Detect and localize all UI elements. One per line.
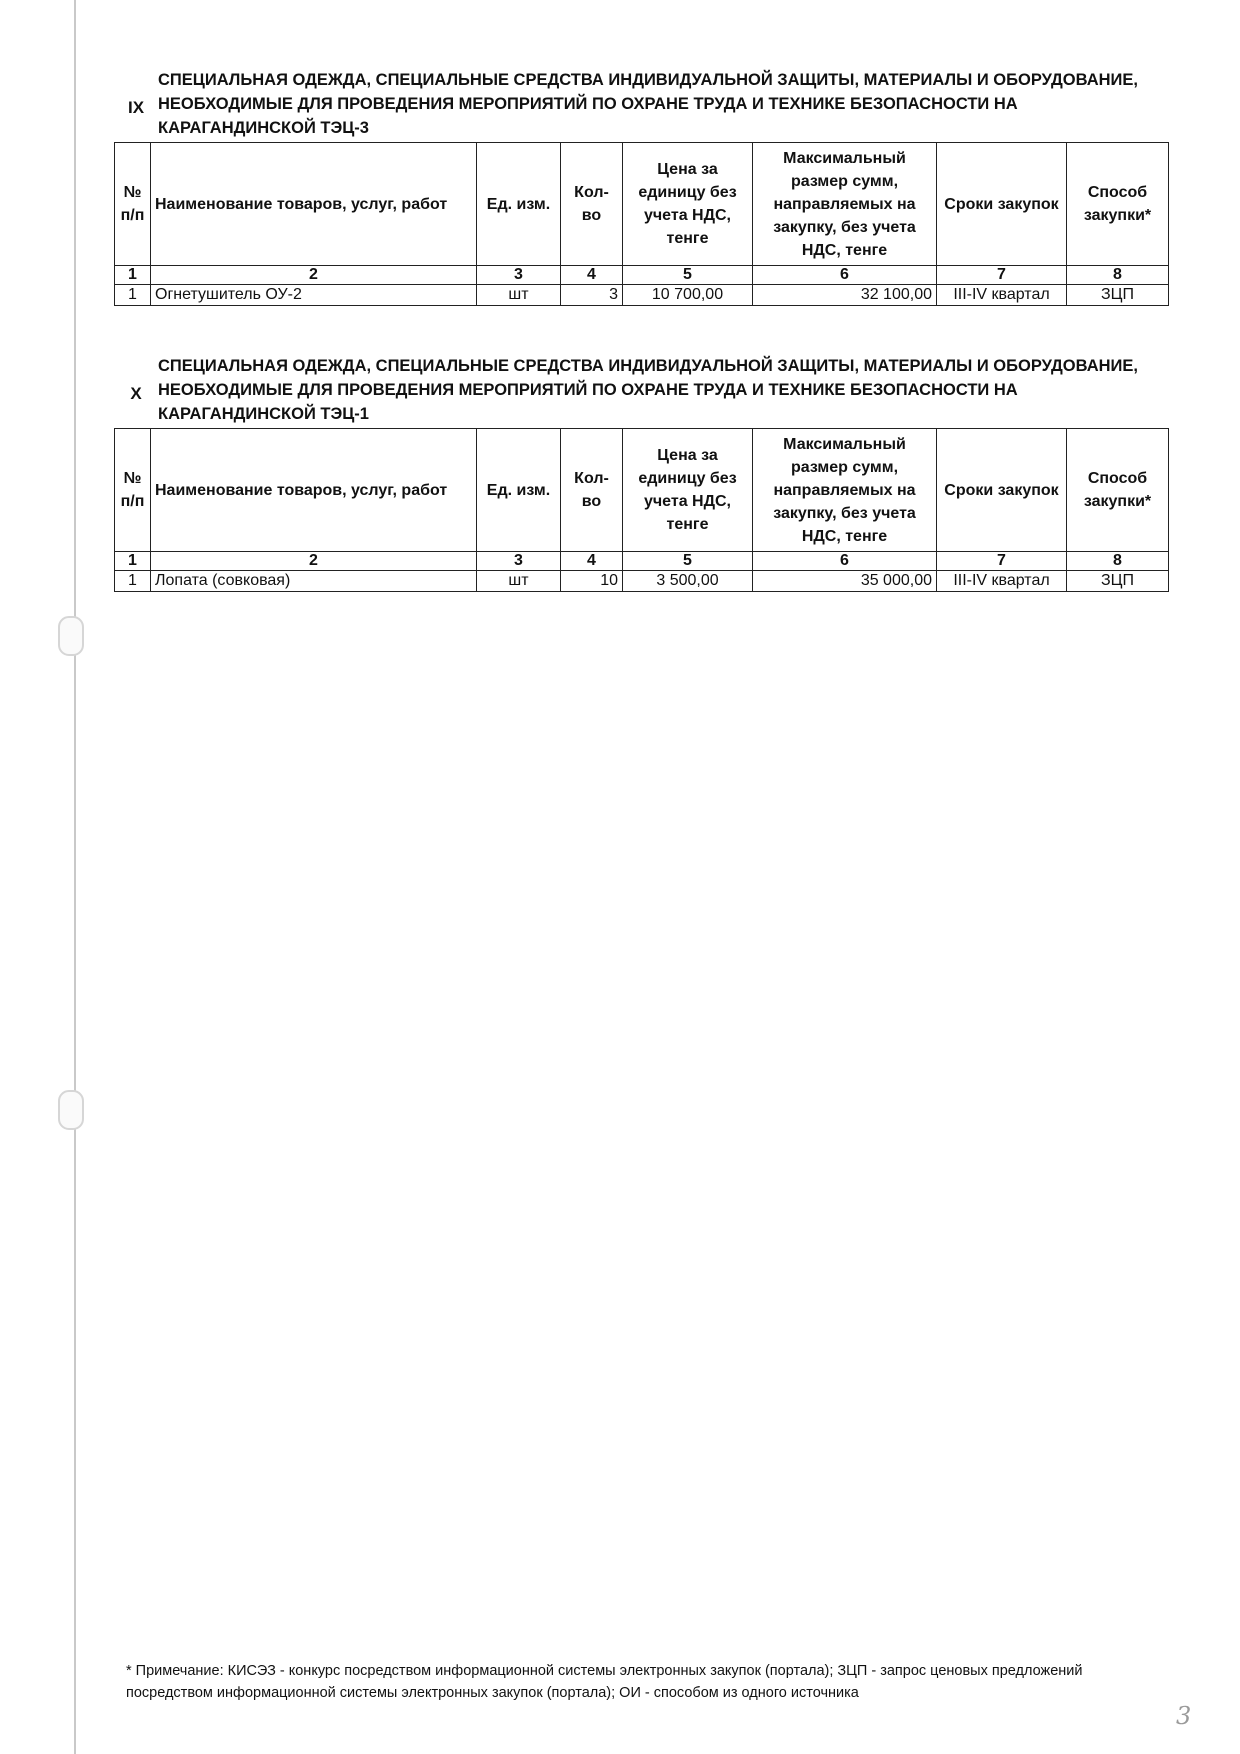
- header-row: [115, 429, 1169, 552]
- row-name: Лопата (совковая): [151, 571, 477, 592]
- header-num: № п/п: [115, 143, 151, 266]
- row-method: ЗЦП: [1067, 285, 1169, 306]
- row-qty: 3: [561, 285, 623, 306]
- header-qty: Кол-во: [561, 143, 623, 266]
- column-number: 2: [151, 266, 477, 285]
- column-number-row: [115, 552, 1169, 571]
- header-method: Способ закупки*: [1067, 143, 1169, 266]
- footnote: * Примечание: КИСЭЗ - конкурс посредством информационной системы электронных закупок (портала); ЗЦП - запрос ценовых предложений посредством информационной системы электронных закупок (портала); ОИ - способом из одного источника: [126, 1663, 1083, 1701]
- column-number: 1: [115, 266, 151, 285]
- column-number: 6: [753, 266, 937, 285]
- punch-hole: [58, 1090, 84, 1130]
- section-header: [114, 68, 1168, 140]
- header-unit: Ед. изм.: [477, 429, 561, 552]
- header-qty: Кол-во: [561, 429, 623, 552]
- section-header: [114, 354, 1168, 426]
- row-period: III-IV квартал: [937, 571, 1067, 592]
- row-num: 1: [115, 571, 151, 592]
- header-period: Сроки закупок: [937, 429, 1067, 552]
- purchase-table: [114, 142, 1169, 306]
- row-method: ЗЦП: [1067, 571, 1169, 592]
- column-number: 7: [937, 552, 1067, 571]
- column-number: 3: [477, 552, 561, 571]
- header-price: Цена за единицу без учета НДС, тенге: [623, 143, 753, 266]
- column-number: 5: [623, 552, 753, 571]
- column-number: 1: [115, 552, 151, 571]
- section-title: СПЕЦИАЛЬНАЯ ОДЕЖДА, СПЕЦИАЛЬНЫЕ СРЕДСТВА ИНДИВИДУАЛЬНОЙ ЗАЩИТЫ, МАТЕРИАЛЫ И ОБОРУДОВАНИЕ, НЕОБХОДИМЫЕ ДЛЯ ПРОВЕДЕНИЯ МЕРОПРИЯТИЙ ПО ОХРАНЕ ТРУДА И ТЕХНИКЕ БЕЗОПАСНОСТИ НА КАРАГАНДИНСКОЙ ТЭЦ-3: [158, 71, 1139, 137]
- header-total: Максимальный размер сумм, направляемых на закупку, без учета НДС, тенге: [753, 143, 937, 266]
- section-title: СПЕЦИАЛЬНАЯ ОДЕЖДА, СПЕЦИАЛЬНЫЕ СРЕДСТВА ИНДИВИДУАЛЬНОЙ ЗАЩИТЫ, МАТЕРИАЛЫ И ОБОРУДОВАНИЕ, НЕОБХОДИМЫЕ ДЛЯ ПРОВЕДЕНИЯ МЕРОПРИЯТИЙ ПО ОХРАНЕ ТРУДА И ТЕХНИКЕ БЕЗОПАСНОСТИ НА КАРАГАНДИНСКОЙ ТЭЦ-1: [158, 357, 1139, 423]
- header-name: Наименование товаров, услуг, работ: [151, 429, 477, 552]
- column-number: 8: [1067, 266, 1169, 285]
- row-unit: шт: [477, 571, 561, 592]
- row-name: Огнетушитель ОУ-2: [151, 285, 477, 306]
- header-price: Цена за единицу без учета НДС, тенге: [623, 429, 753, 552]
- section-x: [114, 354, 1168, 592]
- row-num: 1: [115, 285, 151, 306]
- header-unit: Ед. изм.: [477, 143, 561, 266]
- column-number-row: [115, 266, 1169, 285]
- header-name: Наименование товаров, услуг, работ: [151, 143, 477, 266]
- column-number: 2: [151, 552, 477, 571]
- row-qty: 10: [561, 571, 623, 592]
- page-binding-edge: [74, 0, 76, 1754]
- row-price: 3 500,00: [623, 571, 753, 592]
- header-num: № п/п: [115, 429, 151, 552]
- column-number: 7: [937, 266, 1067, 285]
- column-number: 4: [561, 266, 623, 285]
- section-ix: [114, 68, 1168, 306]
- page-number: 3: [1176, 1702, 1192, 1730]
- section-number: X: [130, 384, 142, 403]
- table-row: [115, 285, 1169, 306]
- row-unit: шт: [477, 285, 561, 306]
- row-price: 10 700,00: [623, 285, 753, 306]
- table-row: [115, 571, 1169, 592]
- column-number: 8: [1067, 552, 1169, 571]
- purchase-table: [114, 428, 1169, 592]
- header-total: Максимальный размер сумм, направляемых на закупку, без учета НДС, тенге: [753, 429, 937, 552]
- header-row: [115, 143, 1169, 266]
- row-period: III-IV квартал: [937, 285, 1067, 306]
- column-number: 6: [753, 552, 937, 571]
- column-number: 3: [477, 266, 561, 285]
- punch-hole: [58, 616, 84, 656]
- column-number: 4: [561, 552, 623, 571]
- header-method: Способ закупки*: [1067, 429, 1169, 552]
- row-total: 32 100,00: [753, 285, 937, 306]
- header-period: Сроки закупок: [937, 143, 1067, 266]
- row-total: 35 000,00: [753, 571, 937, 592]
- section-number: IX: [127, 98, 145, 117]
- column-number: 5: [623, 266, 753, 285]
